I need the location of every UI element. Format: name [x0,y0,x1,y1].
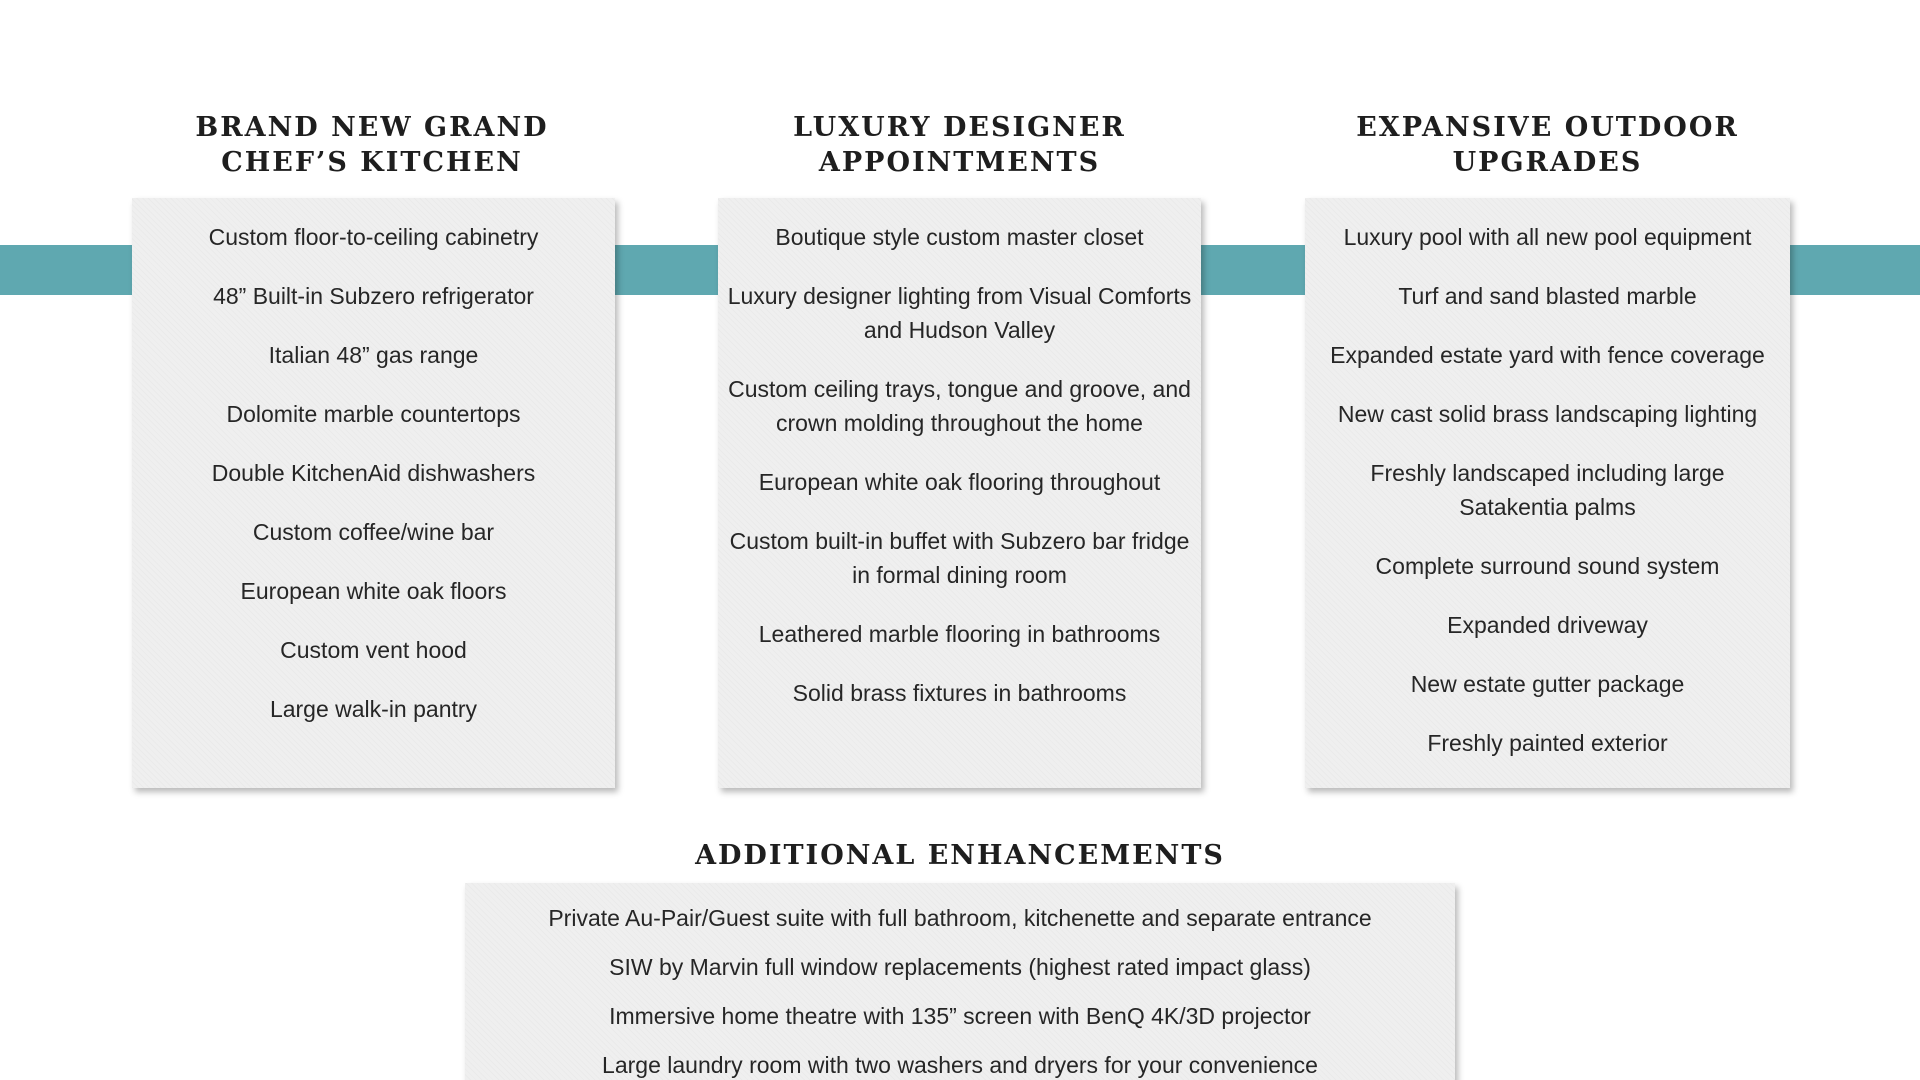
list-item: Luxury designer lighting from Visual Comforts and Hudson Valley [727,283,1192,343]
list-item: Freshly landscaped including large Satakentia palms [1370,460,1725,520]
kitchen-card [132,198,615,788]
kitchen-title-line-2: CHEF’S KITCHEN [221,147,523,178]
designer-title-line-1: LUXURY DESIGNER [793,112,1126,143]
list-item: Custom built-in buffet with Subzero bar fridge in formal dining room [729,528,1190,588]
additional-feature-list [465,883,1455,1080]
list-item: Large walk-in pantry [269,696,478,722]
list-item: Expanded estate yard with fence coverage [1330,342,1765,368]
additional-card [465,883,1455,1080]
kitchen-title-line-1: BRAND NEW GRAND [195,112,549,143]
kitchen-section-title [132,110,612,180]
additional-section-title: ADDITIONAL ENHANCEMENTS [695,840,1225,871]
list-item: Custom ceiling trays, tongue and groove, and crown molding throughout the home [728,376,1191,436]
list-item: Turf and sand blasted marble [1398,283,1697,309]
list-item: Italian 48” gas range [268,342,479,368]
list-item: Boutique style custom master closet [775,224,1144,250]
outdoor-title-line-2: UPGRADES [1452,147,1643,178]
list-item: European white oak floors [240,578,507,604]
list-item: Immersive home theatre with 135” screen with BenQ 4K/3D projector [609,1003,1311,1029]
list-item: Solid brass fixtures in bathrooms [792,680,1127,706]
list-item: Double KitchenAid dishwashers [211,460,536,486]
list-item: Large laundry room with two washers and dryers for your convenience [602,1052,1318,1078]
list-item: Private Au-Pair/Guest suite with full bathroom, kitchenette and separate entrance [548,905,1372,931]
list-item: Leathered marble flooring in bathrooms [758,621,1161,647]
designer-title-line-2: APPOINTMENTS [818,147,1101,178]
designer-feature-list [718,198,1201,710]
list-item: Custom vent hood [280,637,467,663]
list-item: Custom floor-to-ceiling cabinetry [208,224,539,250]
list-item: Custom coffee/wine bar [252,519,495,545]
outdoor-card [1305,198,1790,788]
outdoor-section-title [1305,110,1790,180]
outdoor-title-line-1: EXPANSIVE OUTDOOR [1356,112,1739,143]
list-item: New cast solid brass landscaping lighting [1337,401,1758,427]
list-item: 48” Built-in Subzero refrigerator [213,283,534,309]
outdoor-feature-list [1305,198,1790,760]
list-item: SIW by Marvin full window replacements (highest rated impact glass) [609,954,1311,980]
list-item: Complete surround sound system [1375,553,1720,579]
list-item: Expanded driveway [1447,612,1648,638]
list-item: European white oak flooring throughout [758,469,1161,495]
list-item: New estate gutter package [1410,671,1685,697]
kitchen-feature-list [132,198,615,726]
designer-card [718,198,1201,788]
list-item: Luxury pool with all new pool equipment [1343,224,1752,250]
designer-section-title [718,110,1201,180]
list-item: Freshly painted exterior [1427,730,1668,756]
list-item: Dolomite marble countertops [226,401,521,427]
